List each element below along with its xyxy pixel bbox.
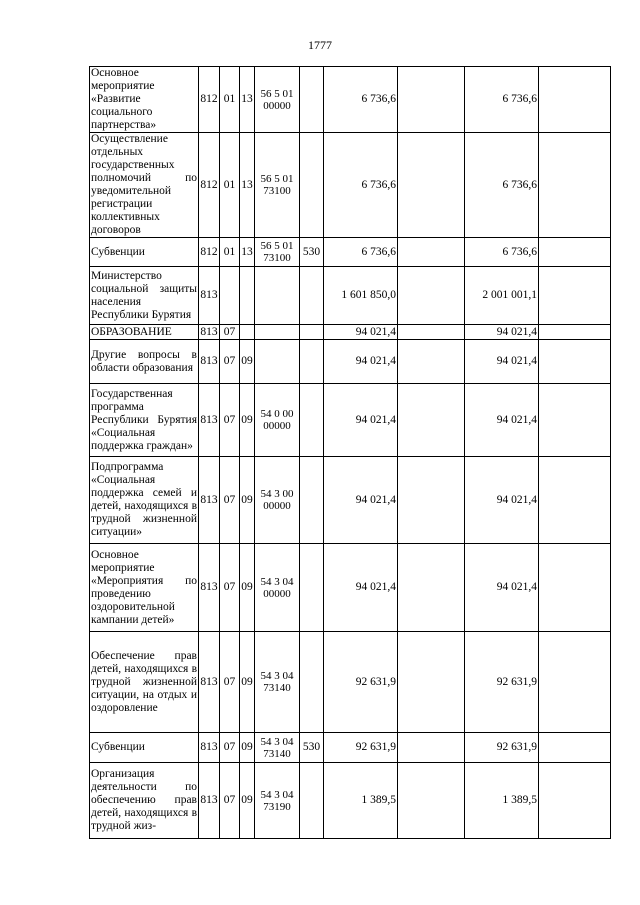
row-amount-2: 94 021,4 xyxy=(465,384,539,457)
row-grbs-code: 812 xyxy=(199,67,220,133)
row-section-code: 07 xyxy=(220,457,240,544)
row-empty-cell xyxy=(539,384,611,457)
row-grbs-code: 813 xyxy=(199,340,220,384)
table-row xyxy=(90,457,611,544)
row-amount-1: 94 021,4 xyxy=(324,325,398,340)
table-row xyxy=(90,340,611,384)
row-amount-1: 6 736,6 xyxy=(324,133,398,238)
row-subsection-code: 09 xyxy=(240,632,255,733)
row-amount-2: 94 021,4 xyxy=(465,340,539,384)
row-empty-cell xyxy=(398,632,465,733)
row-expense-type: 530 xyxy=(300,238,324,267)
row-amount-2: 94 021,4 xyxy=(465,457,539,544)
row-amount-1: 6 736,6 xyxy=(324,238,398,267)
row-section-code: 07 xyxy=(220,763,240,839)
row-target-article: 54 3 04 73190 xyxy=(255,763,300,839)
row-section-code xyxy=(220,267,240,325)
row-target-article: 54 3 04 73140 xyxy=(255,733,300,763)
row-amount-2: 2 001 001,1 xyxy=(465,267,539,325)
table-row xyxy=(90,384,611,457)
row-section-code: 01 xyxy=(220,238,240,267)
table-row xyxy=(90,763,611,839)
row-subsection-code: 09 xyxy=(240,544,255,632)
page-number: 1777 xyxy=(308,38,332,52)
row-target-article: 54 3 04 73140 xyxy=(255,632,300,733)
row-expense-type xyxy=(300,384,324,457)
row-empty-cell xyxy=(539,544,611,632)
table-row xyxy=(90,544,611,632)
row-empty-cell xyxy=(539,325,611,340)
row-name: ОБРАЗОВАНИЕ xyxy=(90,325,199,340)
row-section-code: 07 xyxy=(220,632,240,733)
row-subsection-code: 13 xyxy=(240,133,255,238)
row-empty-cell xyxy=(398,733,465,763)
row-name: Основное мероприятие «Развитие социального партнерства» xyxy=(90,67,199,133)
row-amount-1: 1 389,5 xyxy=(324,763,398,839)
row-expense-type xyxy=(300,133,324,238)
row-subsection-code: 13 xyxy=(240,67,255,133)
row-subsection-code: 09 xyxy=(240,340,255,384)
row-subsection-code xyxy=(240,267,255,325)
row-subsection-code: 09 xyxy=(240,457,255,544)
table-row xyxy=(90,67,611,133)
row-expense-type xyxy=(300,544,324,632)
row-name: Организация деятельности по обеспечению прав детей, находящихся в трудной жиз- xyxy=(90,763,199,839)
row-empty-cell xyxy=(539,267,611,325)
row-section-code: 01 xyxy=(220,133,240,238)
row-subsection-code: 09 xyxy=(240,763,255,839)
row-grbs-code: 813 xyxy=(199,763,220,839)
row-empty-cell xyxy=(398,340,465,384)
table-row xyxy=(90,733,611,763)
row-amount-1: 1 601 850,0 xyxy=(324,267,398,325)
row-amount-2: 94 021,4 xyxy=(465,325,539,340)
budget-table xyxy=(89,66,611,839)
row-grbs-code: 813 xyxy=(199,457,220,544)
row-expense-type: 530 xyxy=(300,733,324,763)
row-empty-cell xyxy=(398,325,465,340)
row-amount-1: 94 021,4 xyxy=(324,340,398,384)
row-empty-cell xyxy=(398,67,465,133)
row-amount-1: 92 631,9 xyxy=(324,632,398,733)
row-grbs-code: 812 xyxy=(199,238,220,267)
row-target-article xyxy=(255,340,300,384)
row-section-code: 07 xyxy=(220,733,240,763)
row-name: Обеспечение прав детей, находящихся в трудной жизненной ситуации, на отдых и оздоровление xyxy=(90,632,199,733)
row-amount-1: 94 021,4 xyxy=(324,544,398,632)
row-empty-cell xyxy=(539,733,611,763)
row-target-article: 56 5 01 73100 xyxy=(255,133,300,238)
row-section-code: 07 xyxy=(220,325,240,340)
row-section-code: 07 xyxy=(220,384,240,457)
row-empty-cell xyxy=(539,67,611,133)
row-amount-1: 92 631,9 xyxy=(324,733,398,763)
row-target-article: 54 0 00 00000 xyxy=(255,384,300,457)
row-grbs-code: 813 xyxy=(199,384,220,457)
row-empty-cell xyxy=(539,763,611,839)
row-target-article: 56 5 01 73100 xyxy=(255,238,300,267)
row-expense-type xyxy=(300,763,324,839)
row-section-code: 07 xyxy=(220,340,240,384)
row-name: Другие вопросы в области образования xyxy=(90,340,199,384)
row-amount-1: 6 736,6 xyxy=(324,67,398,133)
row-target-article xyxy=(255,325,300,340)
row-empty-cell xyxy=(398,267,465,325)
row-amount-2: 6 736,6 xyxy=(465,133,539,238)
row-grbs-code: 813 xyxy=(199,267,220,325)
row-empty-cell xyxy=(398,133,465,238)
row-target-article xyxy=(255,267,300,325)
row-amount-2: 94 021,4 xyxy=(465,544,539,632)
row-amount-2: 1 389,5 xyxy=(465,763,539,839)
row-name: Субвенции xyxy=(90,238,199,267)
row-amount-2: 6 736,6 xyxy=(465,238,539,267)
row-grbs-code: 813 xyxy=(199,632,220,733)
row-target-article: 54 3 00 00000 xyxy=(255,457,300,544)
row-name: Основное мероприятие «Мероприятия по проведению оздоровительной кампании детей» xyxy=(90,544,199,632)
row-amount-1: 94 021,4 xyxy=(324,384,398,457)
row-grbs-code: 813 xyxy=(199,733,220,763)
row-subsection-code xyxy=(240,325,255,340)
table-row xyxy=(90,267,611,325)
row-empty-cell xyxy=(398,763,465,839)
row-subsection-code: 09 xyxy=(240,384,255,457)
row-amount-2: 92 631,9 xyxy=(465,632,539,733)
row-name: Осуществление отдельных государственных полномочий по уведомительной регистрации коллективных договоров xyxy=(91,133,197,236)
table-row xyxy=(90,325,611,340)
row-amount-2: 92 631,9 xyxy=(465,733,539,763)
row-expense-type xyxy=(300,325,324,340)
row-empty-cell xyxy=(398,544,465,632)
row-amount-2: 6 736,6 xyxy=(465,67,539,133)
row-name: Государственная программа Республики Бурятия «Социальная поддержка граждан» xyxy=(90,384,199,457)
row-name: Министерство социальной защиты населения Республики Бурятия xyxy=(90,267,199,325)
row-name: Подпрограмма «Социальная поддержка семей и детей, находящихся в трудной жизненной ситуации» xyxy=(90,457,199,544)
row-subsection-code: 09 xyxy=(240,733,255,763)
row-grbs-code: 813 xyxy=(200,325,218,338)
row-name: Субвенции xyxy=(90,733,199,763)
row-target-article: 54 3 04 00000 xyxy=(255,544,300,632)
row-expense-type xyxy=(300,267,324,325)
row-empty-cell xyxy=(539,632,611,733)
row-empty-cell xyxy=(398,238,465,267)
row-section-code: 07 xyxy=(220,544,240,632)
row-subsection-code: 13 xyxy=(240,238,255,267)
row-empty-cell xyxy=(539,457,611,544)
table-row xyxy=(90,133,611,238)
row-expense-type xyxy=(300,340,324,384)
row-expense-type xyxy=(300,632,324,733)
row-empty-cell xyxy=(398,384,465,457)
row-empty-cell xyxy=(398,457,465,544)
row-empty-cell xyxy=(539,238,611,267)
row-empty-cell xyxy=(539,133,611,238)
row-grbs-code: 812 xyxy=(199,133,220,238)
table-row xyxy=(90,632,611,733)
row-expense-type xyxy=(300,457,324,544)
row-expense-type xyxy=(300,67,324,133)
row-empty-cell xyxy=(539,340,611,384)
row-grbs-code: 813 xyxy=(199,544,220,632)
row-amount-1: 94 021,4 xyxy=(324,457,398,544)
row-section-code: 01 xyxy=(220,67,240,133)
table-row xyxy=(90,238,611,267)
row-target-article: 56 5 01 00000 xyxy=(255,67,300,133)
